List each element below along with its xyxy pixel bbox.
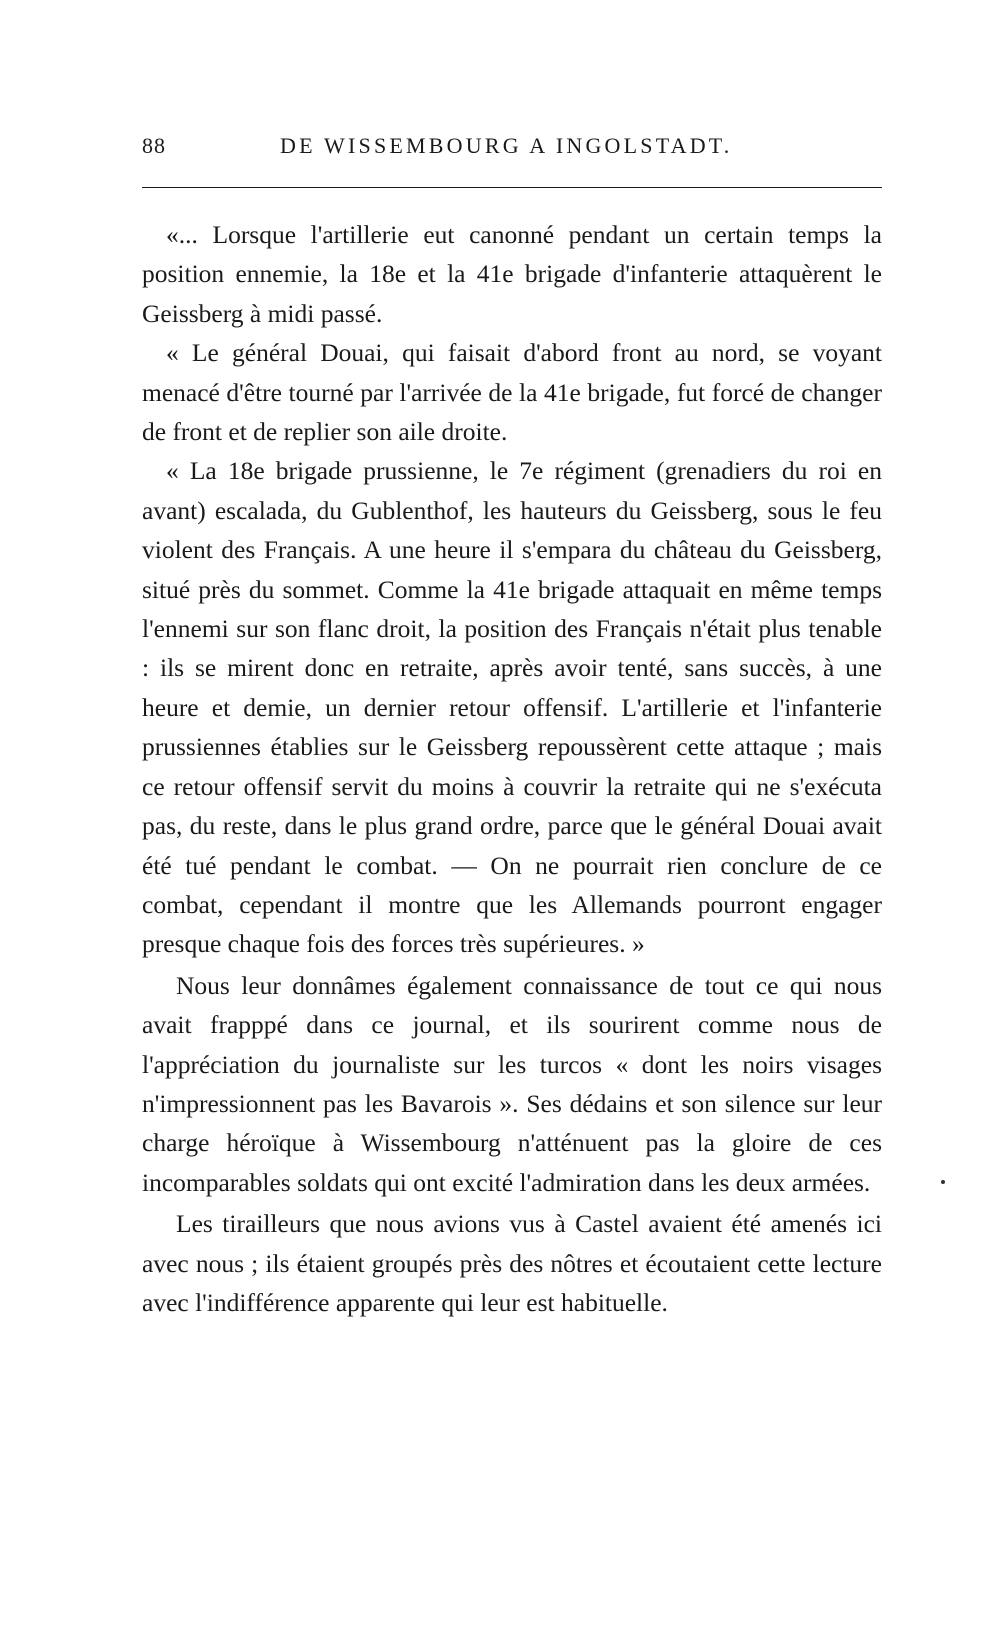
page-number: 88	[142, 133, 166, 158]
running-title: DE WISSEMBOURG A INGOLSTADT.	[280, 133, 733, 158]
paragraph-3: « La 18e brigade prussienne, le 7e régiment (grenadiers du roi en avant) escalada, du Gublenthof, les hauteurs du Geissberg, sous le feu violent des Français. A une heure il s'empara du château du Geissberg, situé près du sommet. Comme la 41e brigade attaquait en même temps l'ennemi sur son flanc droit, la position des Français n'était plus tenable : ils se mirent donc en retraite, après avoir tenté, sans succès, à une heure et demie, un dernier retour offensif. L'artillerie et l'infanterie prussiennes établies sur le Geissberg repoussèrent cette attaque ; mais ce retour offensif servit du moins à couvrir la retraite qui ne s'exécuta pas, du reste, dans le plus grand ordre, parce que le général Douai avait été tué pendant le combat. — On ne pourrait rien conclure de ce combat, cependant il montre que les Allemands pourront engager presque chaque fois des forces très supérieures. »	[142, 456, 882, 959]
paragraph-2: « Le général Douai, qui faisait d'abord front au nord, se voyant menacé d'être tourné par l'arrivée de la 41e brigade, fut forcé de changer de front et de replier son aile droite.	[142, 338, 882, 447]
paragraph-5: Les tirailleurs que nous avions vus à Castel avaient été amenés ici avec nous ; ils étaient groupés près des nôtres et écoutaient cette lecture avec l'indifférence apparente qui leur est habituelle.	[142, 1209, 882, 1317]
paragraph-4: Nous leur donnâmes également connaissance de tout ce qui nous avait frapppé dans ce journal, et ils sourirent comme nous de l'appréciation du journaliste sur les turcos « dont les noirs visages n'impressionnent pas les Bavarois ». Ses dédains et son silence sur leur charge héroïque à Wissembourg n'atténuent pas la gloire de ces incomparables soldats qui ont excité l'admiration dans les deux armées.	[142, 970, 882, 1197]
header-rule	[142, 187, 882, 188]
print-speck	[941, 1180, 945, 1184]
body-text	[142, 215, 882, 1322]
running-head	[142, 133, 882, 173]
paragraph-1: «... Lorsque l'artillerie eut canonné pendant un certain temps la position ennemie, la 18e et la 41e brigade d'infanterie attaquèrent le Geissberg à midi passé.	[142, 220, 882, 328]
